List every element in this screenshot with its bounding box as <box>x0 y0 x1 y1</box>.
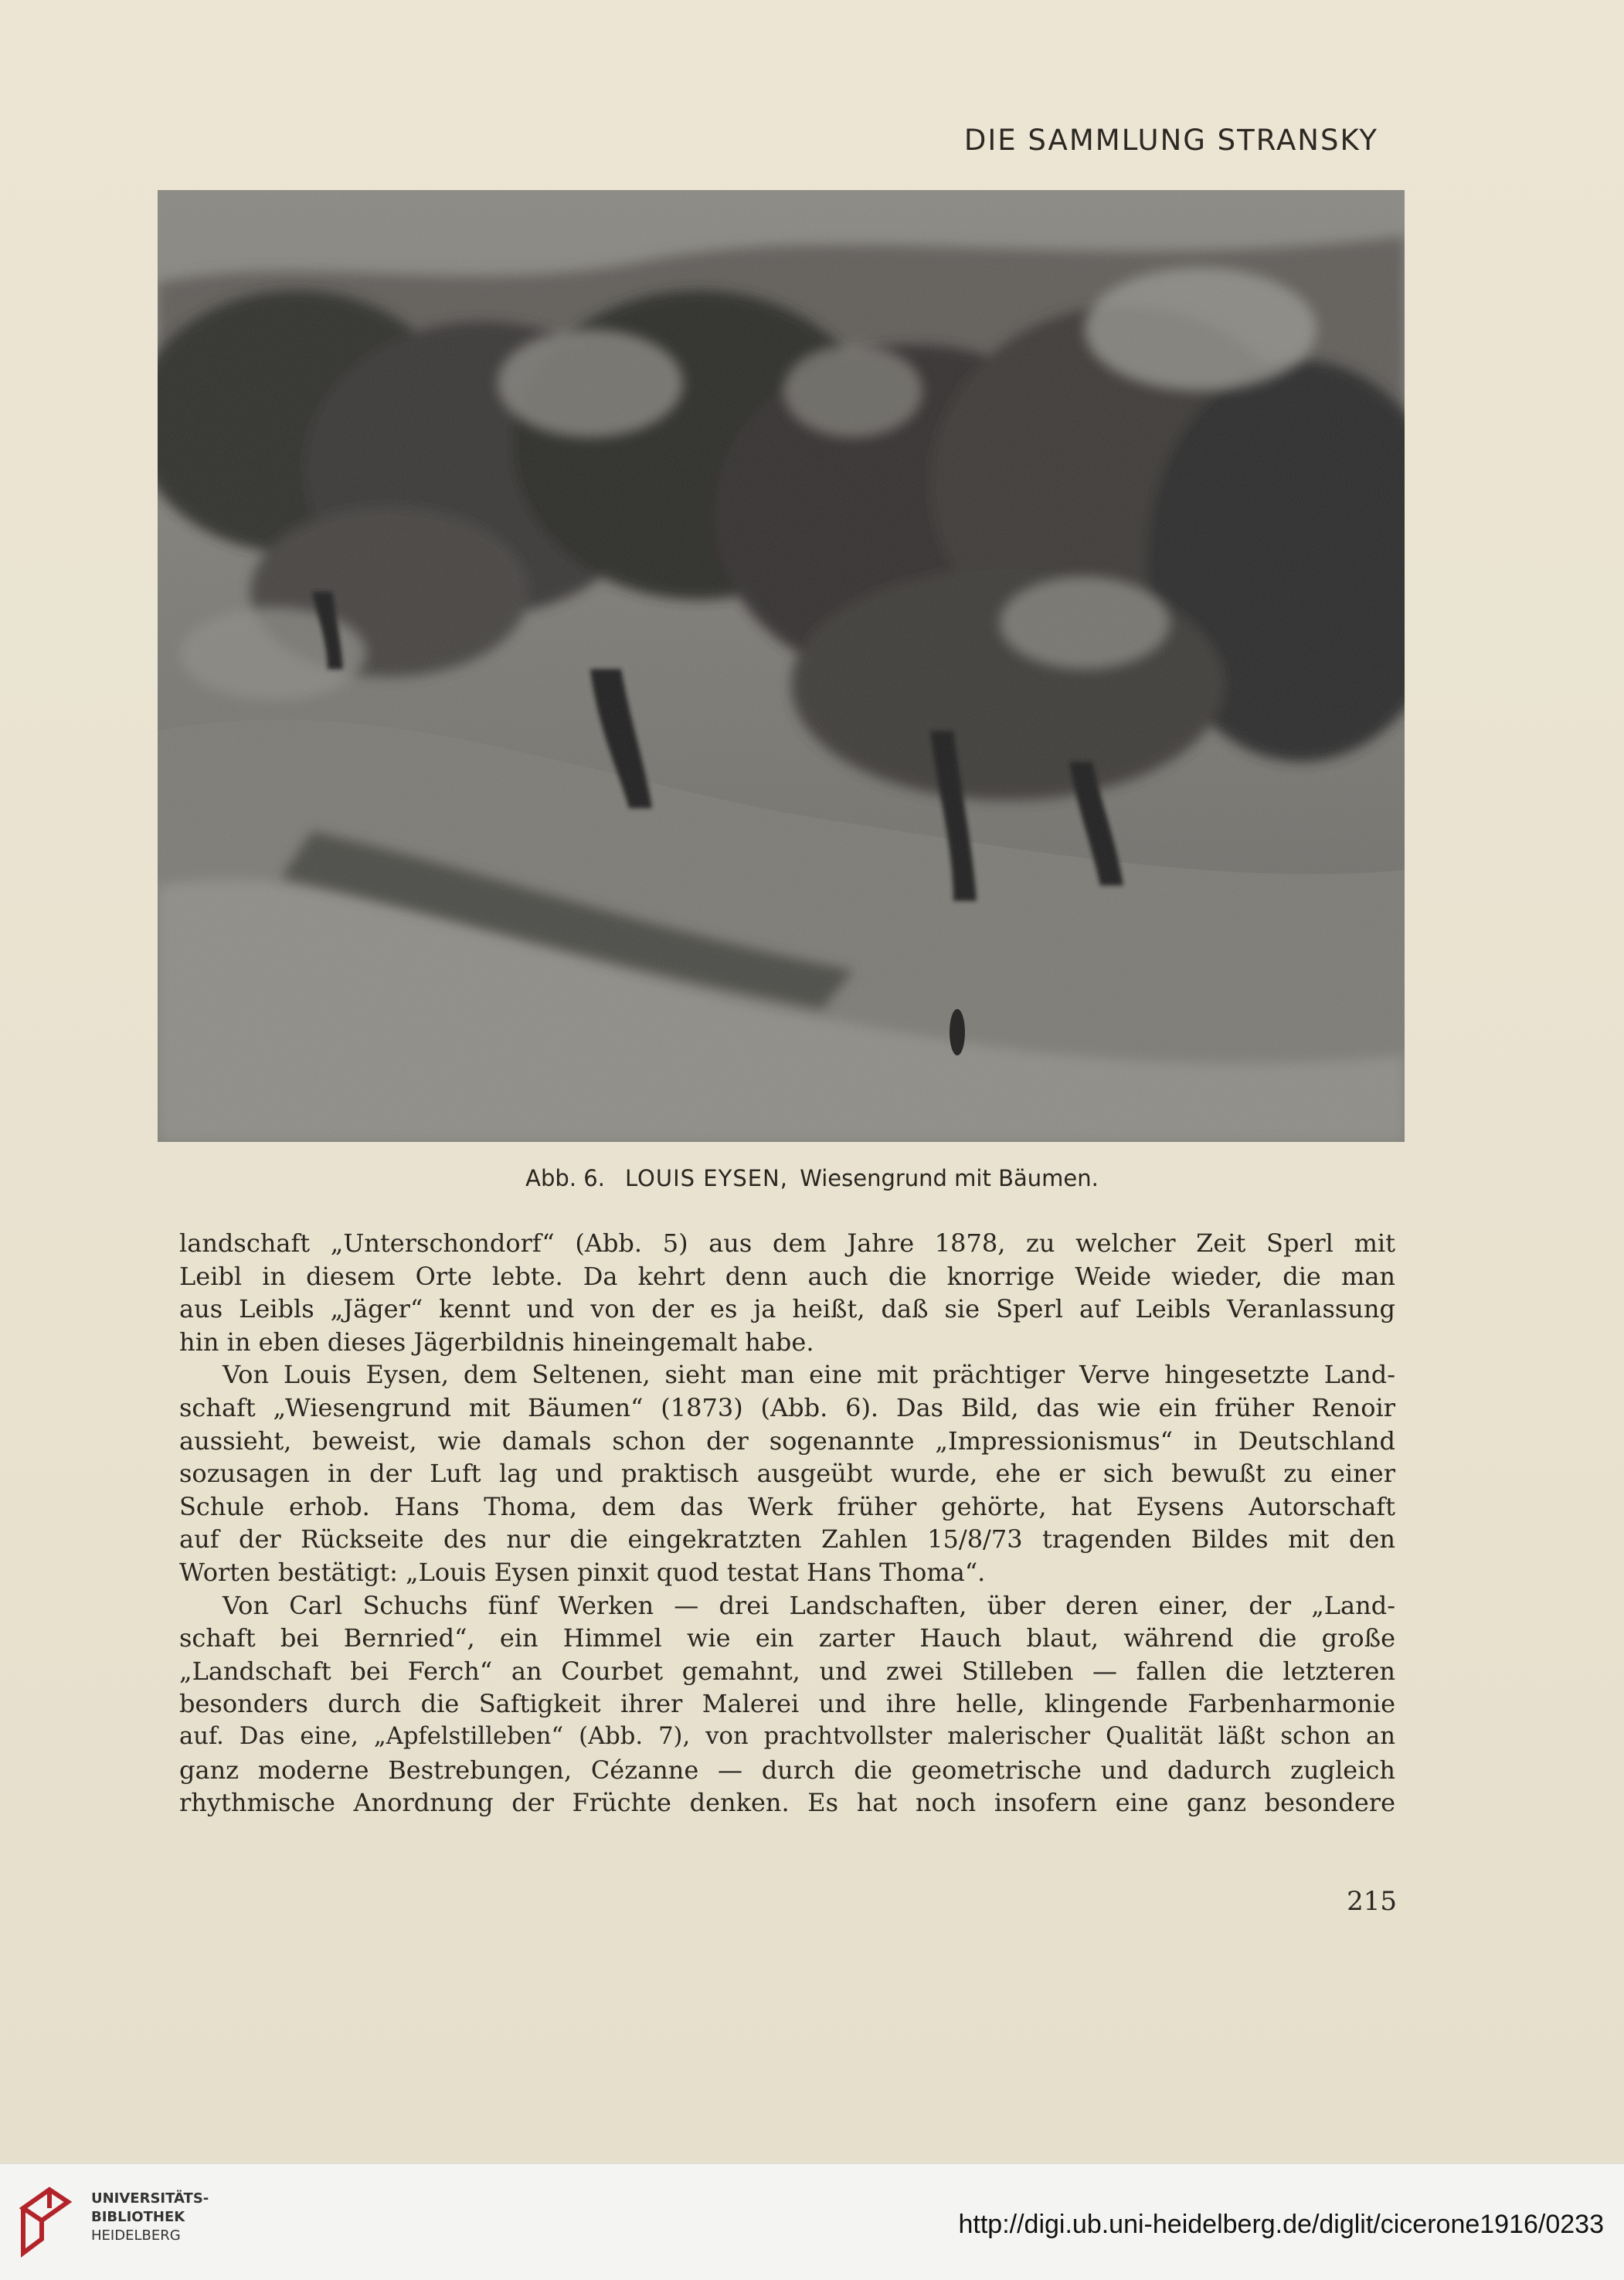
figure-title: Wiesengrund mit Bäumen. <box>800 1165 1099 1191</box>
text-line: landschaft „Unterschondorf“ (Abb. 5) aus dem Jahre 1878, zu welcher Zeit Sperl mit <box>179 1228 1395 1258</box>
page-number: 215 <box>1347 1886 1397 1917</box>
logo-line: BIBLIOTHEK <box>91 2209 185 2225</box>
text-line: Von Carl Schuchs fünf Werken — drei Landschaften, über deren einer, der „Land- <box>223 1590 1395 1620</box>
text-line: ganz moderne Bestrebungen, Cézanne — durch die geometrische und dadurch zugleich <box>179 1755 1395 1785</box>
text-line: Schule erhob. Hans Thoma, dem das Werk früher gehörte, hat Eysens Autorschaft <box>179 1491 1395 1521</box>
text-line: besonders durch die Saftigkeit ihrer Malerei und ihre helle, klingende Farbenharmonie <box>179 1689 1395 1719</box>
logo-line: HEIDELBERG <box>91 2227 181 2244</box>
text-line: schaft „Wiesengrund mit Bäumen“ (1873) (Abb. 6). Das Bild, das wie ein früher Renoir <box>179 1392 1395 1422</box>
text-line: aussieht, beweist, wie damals schon der sogenannte „Impressionismus“ in Deutschland <box>179 1425 1395 1456</box>
body-text <box>179 1227 1395 1820</box>
text-line: Worten bestätigt: „Louis Eysen pinxit quod testat Hans Thoma“. <box>179 1557 986 1587</box>
library-logo-text <box>91 2190 209 2245</box>
text-line: auf. Das eine, „Apfelstilleben“ (Abb. 7), von prachtvollster malerischer Qualität läßt schon an <box>179 1722 1395 1750</box>
logo-line: UNIVERSITÄTS- <box>91 2190 209 2207</box>
text-line: schaft bei Bernried“, ein Himmel wie ein zarter Hauch blaut, während die große <box>179 1623 1395 1653</box>
source-url-link[interactable]: http://digi.ub.uni-heidelberg.de/diglit/cicerone1916/0233 <box>958 2210 1604 2239</box>
text-line: „Landschaft bei Ferch“ an Courbet gemahnt, und zwei Stilleben — fallen die letzteren <box>179 1656 1395 1686</box>
text-line: auf der Rückseite des nur die eingekratzten Zahlen 15/8/73 tragenden Bildes mit den <box>179 1524 1395 1555</box>
text-line: rhythmische Anordnung der Früchte denken. Es hat noch insofern eine ganz besondere <box>179 1788 1395 1818</box>
text-line: sozusagen in der Luft lag und praktisch ausgeübt wurde, ehe er sich bewußt zu einer <box>179 1459 1395 1489</box>
text-line: Leibl in diesem Orte lebte. Da kehrt denn auch die knorrige Weide wieder, die man <box>179 1261 1395 1291</box>
text-line: hin in eben dieses Jägerbildnis hineingemalt habe. <box>179 1327 814 1357</box>
figure-plate-landscape <box>158 190 1405 1142</box>
text-line: Von Louis Eysen, dem Seltenen, sieht man eine mit prächtiger Verve hingesetzte Land- <box>223 1360 1395 1390</box>
figure-number: Abb. 6. <box>525 1165 605 1191</box>
running-head: DIE SAMMLUNG STRANSKY <box>963 124 1378 157</box>
figure-artist: LOUIS EYSEN, <box>624 1165 788 1191</box>
library-logo-icon <box>19 2185 73 2258</box>
figure-caption <box>0 1165 1624 1191</box>
text-line: aus Leibls „Jäger“ kennt und von der es ja heißt, daß sie Sperl auf Leibls Veranlassung <box>179 1294 1395 1324</box>
